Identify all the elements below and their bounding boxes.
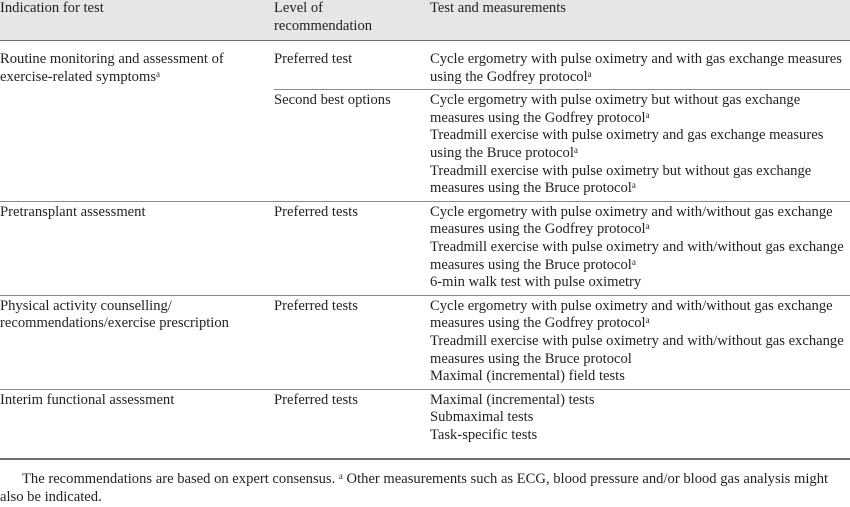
table-row: [0, 389, 850, 459]
table-row: [0, 295, 850, 389]
indication-cell: Routine monitoring and assessment of exercise-related symptoms$^a$: [0, 51, 224, 85]
indication-cell: Interim functional assessment: [0, 389, 274, 459]
indication-cell: Pretransplant assessment: [0, 201, 274, 295]
header-tests: Test and measurements: [430, 0, 850, 41]
tests-cell: Maximal (incremental) tests Submaximal tests Task-specific tests: [430, 389, 850, 459]
table-footnote: The recommendations are based on expert consensus. $^a$ Other measurements such as ECG, blood pressure and/or blood gas analysis might also be indicated.: [0, 471, 829, 506]
level-cell: Preferred tests: [274, 295, 430, 389]
tests-cell: Cycle ergometry with pulse oximetry and with/without gas exchange measures using the Godfrey protocol$^a$ Treadmill exercise with pulse oximetry and with/without gas exchange measures using the Bruce protocol Maximal (incremental) field tests: [430, 295, 850, 389]
table-row: [0, 201, 850, 295]
tests-cell: Cycle ergometry with pulse oximetry and with/without gas exchange measures using the Godfrey protocol$^a$ Treadmill exercise with pulse oximetry and with/without gas exchange measures using the Bruce protocol$^a$ 6-min walk test with pulse oximetry: [430, 201, 850, 295]
indication-cell: Physical activity counselling/ recommendations/exercise prescription: [0, 295, 274, 389]
tests-cell: Cycle ergometry with pulse oximetry but without gas exchange measures using the Godfrey protocol$^a$ Treadmill exercise with pulse oximetry and gas exchange measures using the Bruce protocol$^a$ Treadmill exercise with pulse oximetry but without gas exchange measures using the Bruce protocol$^a$: [430, 90, 850, 202]
level-cell: Second best options: [274, 90, 430, 202]
header-level: Level of recommendation: [274, 0, 430, 41]
table-row: [0, 41, 850, 90]
header-indication: Indication for test: [0, 0, 274, 41]
tests-cell: Cycle ergometry with pulse oximetry and with gas exchange measures using the Godfrey protocol$^a$: [430, 51, 842, 85]
level-cell: Preferred tests: [274, 389, 430, 459]
level-cell: Preferred tests: [274, 201, 430, 295]
table-header-row: [0, 0, 850, 41]
level-cell: Preferred test: [274, 51, 353, 67]
